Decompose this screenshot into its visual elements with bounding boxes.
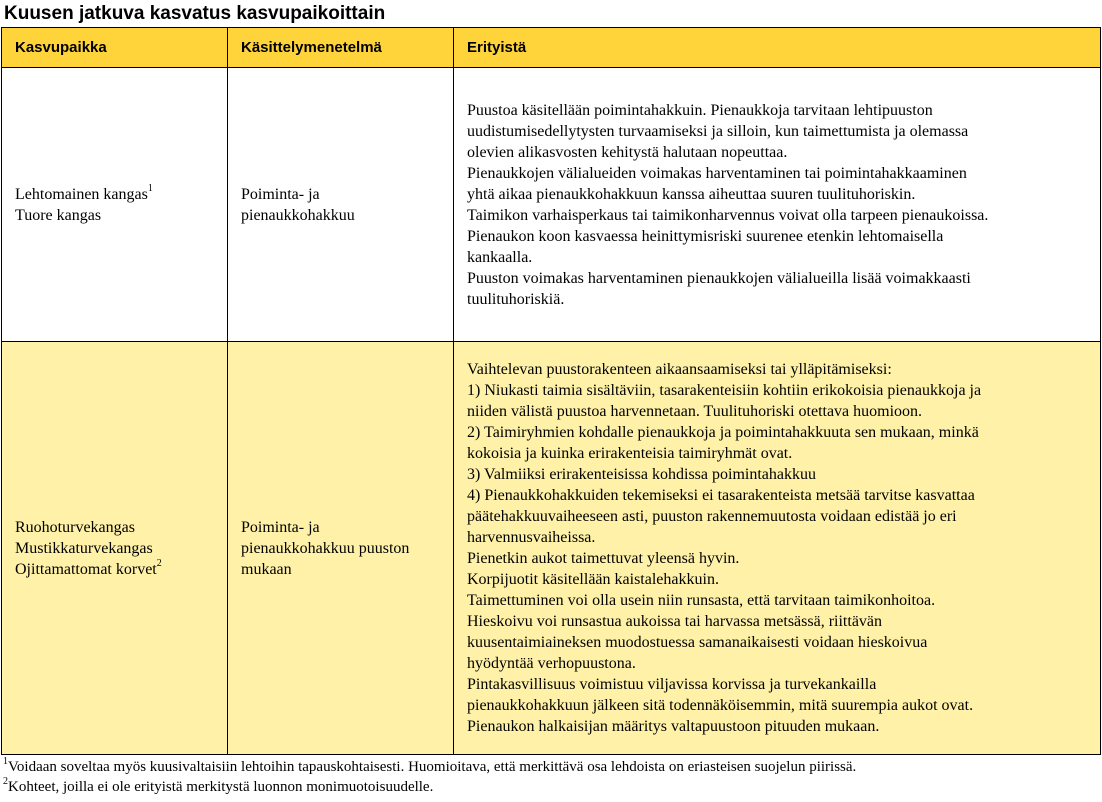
site-line: Mustikkaturvekangas [15,539,153,557]
notes-line: Korpijuotit käsitellään kaistalehakkuin. [467,571,719,588]
footnote-text: Kohteet, joilla ei ole erityistä merkitystä luonnon monimuotoisuudelle. [8,779,434,795]
notes-line: olevien alikasvosten kehitystä halutaan nopeuttaa. [467,143,788,161]
notes-line: Puustoa käsitellään poimintahakkuin. Pienaukkoja tarvitaan lehtipuuston [467,101,933,119]
table-row [2,68,1101,342]
notes-line: Taimettuminen voi olla usein niin runsasta, että tarvitaan taimikonhoitoa. [467,592,936,609]
method-line: mukaan [241,560,292,578]
footnote-ref: 2 [156,558,162,570]
footnote-number: 2 [3,776,8,787]
notes-line: niiden välistä puustoa harvennetaan. Tuulituhoriski otettava huomioon. [467,403,923,420]
notes-line: hyödyntää verhopuustona. [467,655,636,672]
footnote-ref: 1 [147,183,153,195]
notes-cell [454,68,1101,342]
notes-line: Pienaukon halkaisijan määritys valtapuustoon pituuden mukaan. [467,718,880,735]
footnote [3,757,856,777]
page-title: Kuusen jatkuva kasvatus kasvupaikoittain [4,3,386,24]
notes-cell [454,342,1101,755]
notes-line: Pienetkin aukot taimettuvat yleensä hyvin. [467,550,740,567]
notes-line: Taimikon varhaisperkaus tai taimikonharvennus voivat olla tarpeen pienaukoissa. [467,206,989,224]
footnote-number: 1 [3,756,8,767]
table-header-row [2,28,1101,68]
notes-line: pienaukkohakkuun jälkeen sitä todennäköisemmin, mitä suurempia aukot ovat. [467,697,974,714]
site-treatment-table [1,27,1101,755]
site-cell [2,68,228,342]
site-line: Ojittamattomat korvet$^2$ [15,558,162,578]
notes-line: päätehakkuuvaiheeseen asti, puuston rakennemuutosta voidaan edistää jo eri [467,508,957,525]
method-line: pienaukkohakkuu [241,206,355,224]
notes-line: kuusentaimiaineksen muodostuessa samanaikaisesti voidaan hieskoivua [467,634,928,651]
notes-line: Pienaukkojen välialueiden voimakas harventaminen tai poimintahakkaaminen [467,164,967,182]
notes-line: Pienaukon koon kasvaessa heinittymisriski suurenee etenkin lehtomaisella [467,227,944,245]
footnote [3,777,433,797]
method-cell [228,342,454,755]
notes-line: harvennusvaiheissa. [467,529,596,546]
site-line: Ruohoturvekangas [15,518,135,536]
notes-line: yhtä aikaa pienaukkohakkuun kanssa aiheuttaa suuren tuulituhoriskin. [467,185,916,203]
notes-line: tuulituhoriskiä. [467,290,565,308]
notes-line: Hieskoivu voi runsastua aukoissa tai harvassa metsässä, riittävän [467,613,883,630]
footnote-text: Voidaan soveltaa myös kuusivaltaisiin lehtoihin tapauskohtaisesti. Huomioitava, että merkittävä osa lehdoista on eriasteisen suojelun piirissä. [8,759,857,775]
notes-line: Pintakasvillisuus voimistuu viljavissa korvissa ja turvekankailla [467,676,877,693]
notes-line: kankaalla. [467,248,533,266]
notes-line: Vaihtelevan puustorakenteen aikaansaamiseksi tai ylläpitämiseksi: [467,361,892,378]
header-notes: Erityistä [454,28,1101,68]
method-line: Poiminta- ja [241,185,320,203]
notes-line: kokoisia ja kuinka erirakenteisia taimiryhmät ovat. [467,445,793,462]
method-line: Poiminta- ja [241,518,320,536]
notes-line: Puuston voimakas harventaminen pienaukkojen välialueilla lisää voimakkaasti [467,269,971,287]
notes-line: 2) Taimiryhmien kohdalle pienaukkoja ja poimintahakkuuta sen mukaan, minkä [467,424,979,441]
site-line: Lehtomainen kangas$^1$ [15,183,153,203]
notes-line: 3) Valmiiksi erirakenteisissa kohdissa poimintahakkuu [467,466,816,483]
header-method: Käsittelymenetelmä [228,28,454,68]
method-line: pienaukkohakkuu puuston [241,539,410,557]
notes-line: 1) Niukasti taimia sisältäviin, tasarakenteisiin kohtiin erikokoisia pienaukkoja ja [467,382,982,399]
site-cell [2,342,228,755]
site-line: Tuore kangas [15,206,102,224]
header-site: Kasvupaikka [2,28,228,68]
notes-line: uudistumisedellytysten turvaamiseksi ja silloin, kun taimettumista ja olemassa [467,122,969,140]
table-row [2,342,1101,755]
method-cell [228,68,454,342]
notes-line: 4) Pienaukkohakkuiden tekemiseksi ei tasarakenteista metsää tarvitse kasvattaa [467,487,975,504]
